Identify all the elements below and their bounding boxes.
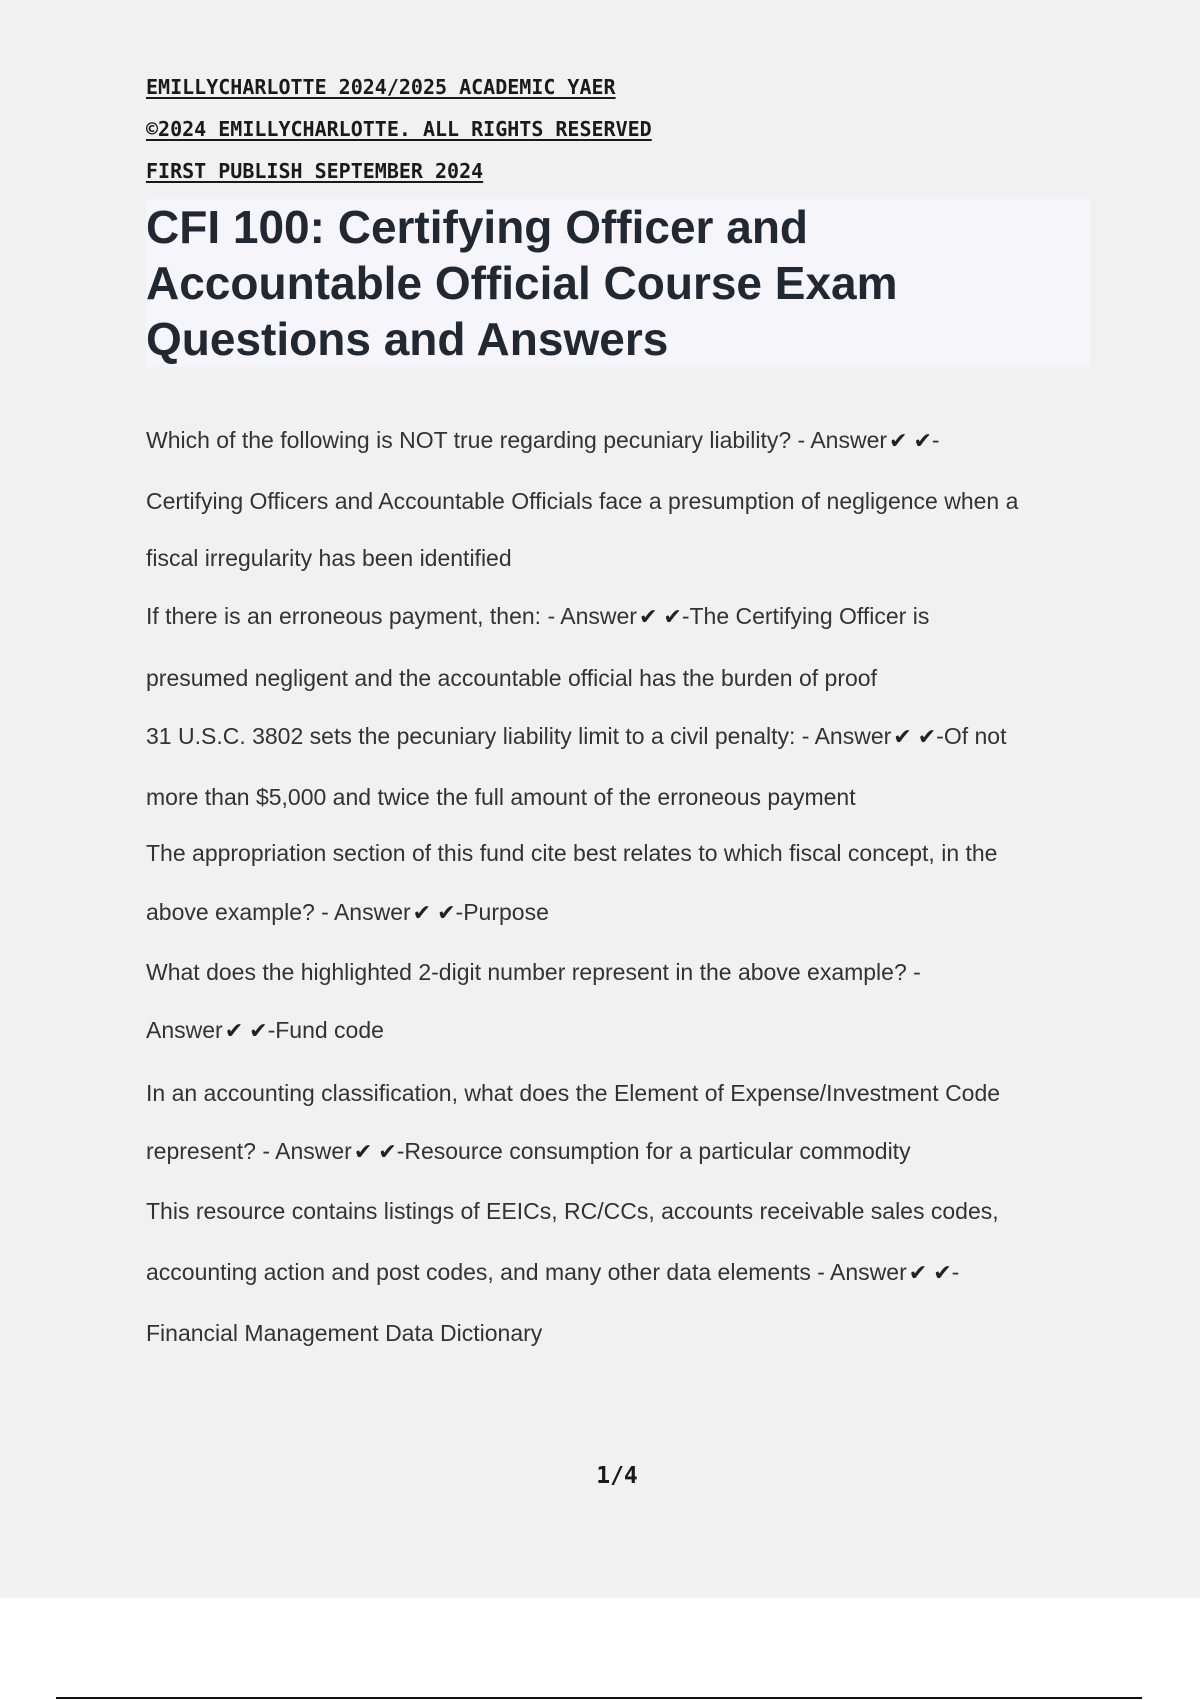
checkmark-icon: ✔ <box>638 605 658 630</box>
qa-line <box>146 1080 1090 1107</box>
qa-line <box>146 959 1090 986</box>
document-title: CFI 100: Certifying Officer and Accountable Official Course Exam Questions and Answers <box>146 201 898 365</box>
checkmark-icon: ✔ <box>913 429 932 454</box>
qa-line <box>146 1198 1090 1225</box>
qa-line <box>146 1017 1090 1044</box>
page-divider <box>56 1697 1142 1699</box>
qa-line-text: What does the highlighted 2-digit number represent in the above example? - <box>146 959 921 985</box>
qa-line <box>146 603 1090 630</box>
qa-answer-text: -Fund code <box>267 1017 384 1043</box>
qa-line-text: This resource contains listings of EEICs, RC/CCs, accounts receivable sales codes, <box>146 1198 999 1224</box>
checkmark-icon: ✔ <box>378 1140 397 1165</box>
qa-line <box>146 899 1090 926</box>
qa-line <box>146 427 1090 454</box>
qa-line-text: Which of the following is NOT true regarding pecuniary liability? - Answer <box>146 427 888 453</box>
header-copyright: ©2024 EMILLYCHARLOTTE. ALL RIGHTS RESERVED <box>146 117 652 141</box>
qa-line-text: represent? - Answer <box>146 1138 352 1164</box>
qa-line-text: accounting action and post codes, and many other data elements - Answer <box>146 1259 907 1285</box>
qa-answer-text: - <box>931 427 940 453</box>
header-academic-year: EMILLYCHARLOTTE 2024/2025 ACADEMIC YAER <box>146 75 616 99</box>
qa-line <box>146 723 1090 750</box>
qa-line <box>146 1259 1090 1286</box>
page-number: 1/4 <box>596 1463 638 1489</box>
qa-answer-text: -Of not <box>936 723 1007 749</box>
qa-line <box>146 488 1090 515</box>
checkmark-icon: ✔ <box>933 1261 952 1286</box>
checkmark-icon: ✔ <box>437 901 456 926</box>
qa-answer-text: -Resource consumption for a particular commodity <box>396 1138 911 1164</box>
qa-line <box>146 840 1090 867</box>
qa-answer-text: -Purpose <box>455 899 549 925</box>
qa-line <box>146 1138 1090 1165</box>
checkmark-icon: ✔ <box>889 429 908 454</box>
qa-line-text: more than $5,000 and twice the full amount of the erroneous payment <box>146 784 856 810</box>
qa-line-text: Financial Management Data Dictionary <box>146 1320 543 1346</box>
qa-line <box>146 545 1090 572</box>
qa-answer-text: - <box>951 1259 960 1285</box>
header-publish-date: FIRST PUBLISH SEPTEMBER 2024 <box>146 159 484 183</box>
qa-line-text: 31 U.S.C. 3802 sets the pecuniary liability limit to a civil penalty: - Answer <box>146 723 892 749</box>
checkmark-icon: ✔ <box>917 725 937 750</box>
qa-line <box>146 665 1090 692</box>
qa-line-text: above example? - Answer <box>146 899 411 925</box>
qa-line <box>146 784 1090 811</box>
qa-line-text: If there is an erroneous payment, then: - Answer <box>146 603 637 629</box>
qa-line <box>146 1320 1090 1347</box>
checkmark-icon: ✔ <box>249 1019 268 1044</box>
qa-line-text: Answer <box>146 1017 223 1043</box>
checkmark-icon: ✔ <box>893 725 912 750</box>
checkmark-icon: ✔ <box>908 1261 928 1286</box>
checkmark-icon: ✔ <box>224 1019 244 1044</box>
checkmark-icon: ✔ <box>663 605 682 630</box>
qa-line-text: fiscal irregularity has been identified <box>146 545 512 571</box>
qa-line-text: presumed negligent and the accountable official has the burden of proof <box>146 665 877 691</box>
qa-line-text: Certifying Officers and Accountable Officials face a presumption of negligence when a <box>146 488 1019 514</box>
qa-answer-text: -The Certifying Officer is <box>681 603 930 629</box>
checkmark-icon: ✔ <box>412 901 432 926</box>
qa-line-text: In an accounting classification, what does the Element of Expense/Investment Code <box>146 1080 1001 1106</box>
qa-line-text: The appropriation section of this fund cite best relates to which fiscal concept, in the <box>146 840 998 866</box>
checkmark-icon: ✔ <box>353 1140 373 1165</box>
